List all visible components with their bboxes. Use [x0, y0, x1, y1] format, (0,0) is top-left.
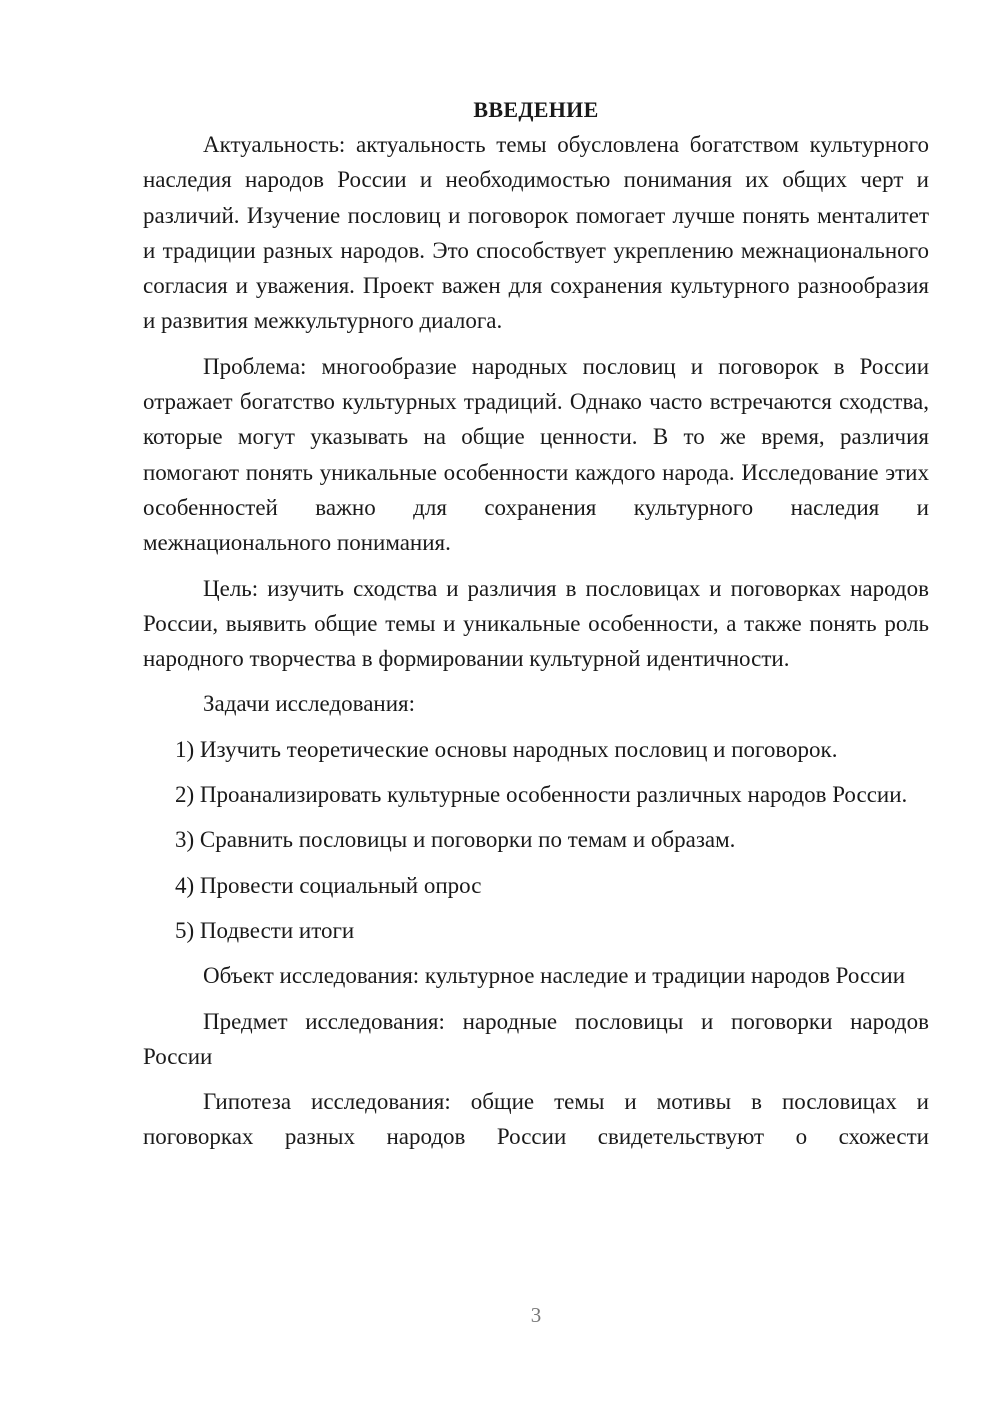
page-content — [143, 92, 929, 1165]
tasks-heading: Задачи исследования: — [203, 691, 416, 717]
page-number: 3 — [530, 1303, 542, 1327]
hypothesis-paragraph: Гипотеза исследования: общие темы и мотивы в пословицах и поговорках разных народов России свидетельствуют о схожести — [143, 1089, 929, 1150]
task-item: 3) Сравнить пословицы и поговорки по темам и образам. — [175, 827, 736, 853]
task-item: 5) Подвести итоги — [175, 917, 355, 943]
task-item: 1) Изучить теоретические основы народных пословиц и поговорок. — [175, 736, 838, 762]
subject-paragraph: Предмет исследования: народные пословицы и поговорки народов России — [143, 1008, 929, 1069]
problem-paragraph: Проблема: многообразие народных пословиц и поговорок в России отражает богатство культурных традиций. Однако часто встречаются сходства, которые могут указывать на общие ценности. В то же время, различия помогают понять уникальные особенности каждого народа. Исследование этих особенностей важно для сохранения культурного наследия и межнационального понимания. — [143, 353, 929, 556]
section-title: ВВЕДЕНИЕ — [473, 97, 599, 122]
task-item: 2) Проанализировать культурные особенности различных народов России. — [175, 782, 908, 808]
object-paragraph: Объект исследования: культурное наследие и традиции народов России — [203, 963, 906, 989]
goal-paragraph: Цель: изучить сходства и различия в пословицах и поговорках народов России, выявить общие темы и уникальные особенности, а также понять роль народного творчества в формировании культурной идентичности. — [143, 575, 929, 672]
relevance-paragraph: Актуальность: актуальность темы обусловлена богатством культурного наследия народов России и необходимостью понимания их общих черт и различий. Изучение пословиц и поговорок помогает лучше понять менталитет и традиции разных народов. Это способствует укреплению межнационального согласия и уважения. Проект важен для сохранения культурного разнообразия и развития межкультурного диалога. — [143, 132, 929, 334]
task-item: 4) Провести социальный опрос — [175, 872, 482, 898]
